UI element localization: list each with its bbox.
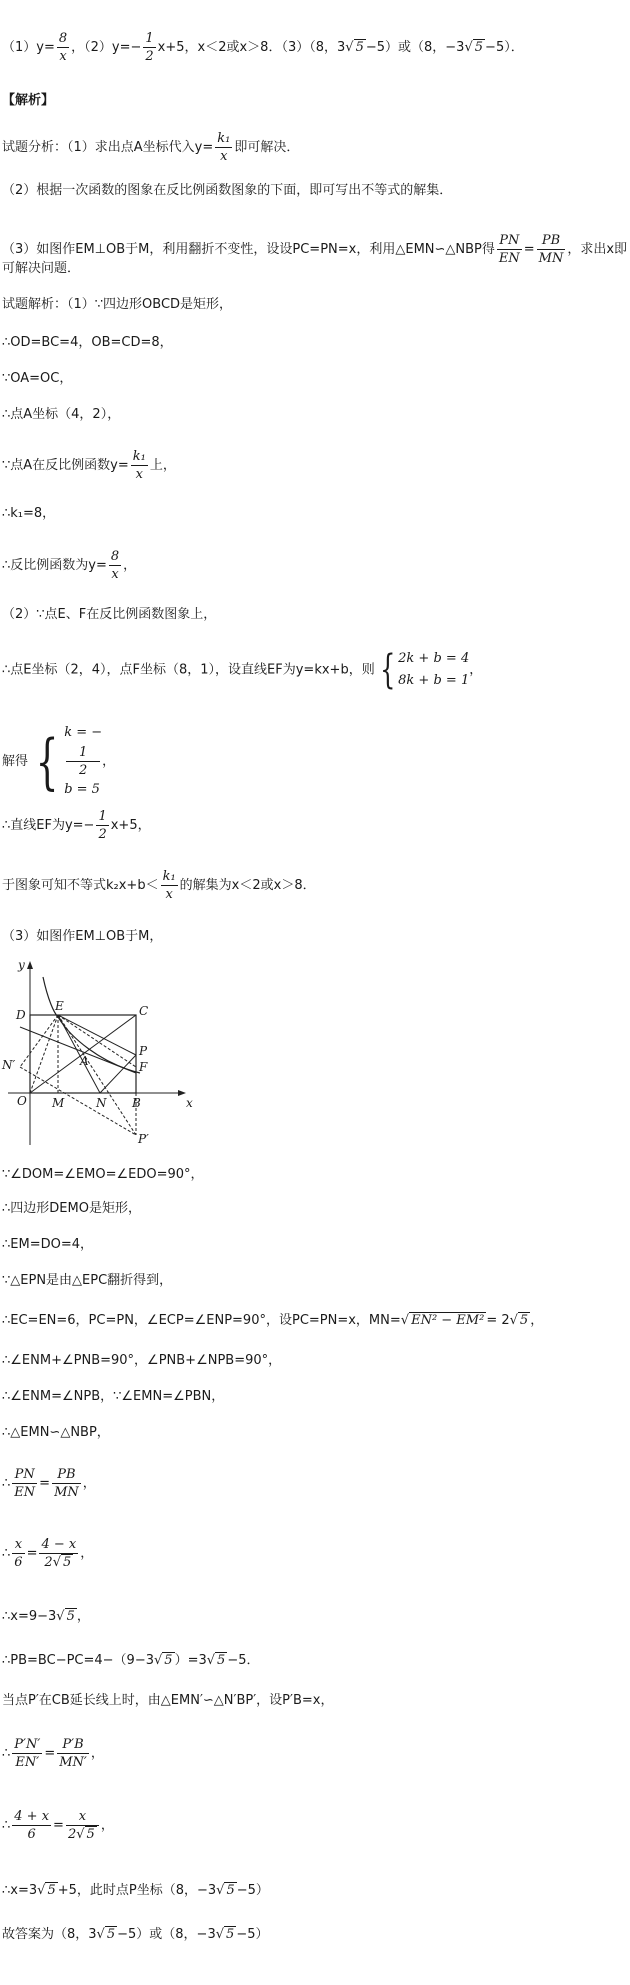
text: 试题分析：（1）求出点A坐标代入y=	[2, 140, 214, 155]
line-e-c-diag	[58, 1015, 136, 1067]
label-p-prime: P′	[138, 1132, 149, 1146]
solution-line: ∵△EPN是由△EPC翻折得到，	[2, 1273, 173, 1288]
solution-line	[2, 1882, 269, 1900]
sqrt: √ 5	[96, 1927, 116, 1942]
fraction	[143, 30, 155, 65]
text: （3）如图作EM⊥OB于M，利用翻折不变性，设设PC=PN=x，利用△EMN∽△NBP得	[2, 242, 495, 257]
solution-line	[2, 1608, 90, 1626]
sqrt: √ 5	[464, 40, 484, 55]
numerator: k₁	[162, 869, 176, 884]
denominator: 2	[98, 827, 107, 842]
radicand: 5	[519, 1313, 529, 1328]
solution-line: ∵OA=OC，	[2, 371, 73, 386]
text: ，	[123, 558, 137, 573]
text: 的解集为x＜2或x＞8．	[179, 878, 316, 893]
fraction	[66, 744, 100, 779]
numerator: PB	[537, 232, 566, 250]
answer-text: （1）y=	[2, 40, 55, 55]
denominator: MN′	[59, 1755, 87, 1770]
solution-line	[2, 648, 482, 692]
text: 故答案为（8，3	[2, 1927, 97, 1942]
solution-line	[2, 1312, 543, 1330]
numerator: x	[66, 1808, 99, 1826]
solution-line	[2, 1466, 96, 1501]
radicand: 5	[355, 40, 364, 55]
fraction	[12, 1808, 51, 1843]
answer-text: −5）．	[485, 40, 524, 55]
denominator: EN	[498, 251, 520, 266]
solution-line	[2, 1808, 114, 1843]
label-a: A	[80, 1054, 89, 1068]
text: ∴	[2, 1476, 11, 1491]
radicand: EN² − EM²	[411, 1313, 485, 1328]
label-o: O	[17, 1094, 27, 1108]
label-p: P	[139, 1044, 148, 1058]
numerator: P′B	[57, 1736, 89, 1754]
denominator: EN′	[15, 1755, 40, 1770]
denominator: EN	[14, 1485, 36, 1500]
numerator: 1	[98, 809, 107, 824]
denominator	[39, 1554, 78, 1571]
numerator: x	[12, 1536, 24, 1554]
analysis-line-3	[2, 232, 627, 267]
text: =	[523, 242, 535, 257]
fraction	[96, 808, 108, 843]
radicand: 5	[66, 1609, 75, 1624]
label-d: D	[16, 1008, 26, 1022]
solution-line	[2, 1736, 104, 1771]
solution-line: ∴k₁=8，	[2, 506, 56, 521]
text: ∵点A在反比例函数y=	[2, 458, 129, 473]
x-axis-arrow	[178, 1090, 186, 1096]
numerator: 1	[66, 744, 100, 762]
label-y: y	[18, 958, 25, 972]
analysis-line-3b: 可解决问题．	[2, 261, 81, 276]
solution-line: ∴四边形DEMO是矩形，	[2, 1201, 141, 1216]
label-m: M	[52, 1096, 65, 1110]
text: ∴PB=BC−PC=4−（9−3	[2, 1653, 154, 1668]
answer-text: −5）或（8，−3	[365, 40, 465, 55]
final-answer-line	[2, 1926, 268, 1944]
radicand: 5	[226, 1883, 235, 1898]
solution-line: ∴EM=DO=4，	[2, 1237, 94, 1252]
answer-text: ，（2）y=−	[71, 40, 142, 55]
label-b: B	[132, 1096, 141, 1110]
solution-line: ∵∠DOM=∠EMO=∠EDO=90°，	[2, 1167, 204, 1182]
equation-system	[398, 648, 469, 692]
solution-line: ∴∠ENM=∠NPB，∵∠EMN=∠PBN，	[2, 1389, 225, 1404]
sqrt: √ 5	[509, 1313, 529, 1328]
line-e-p-prime	[58, 1015, 136, 1135]
answer-line	[2, 30, 524, 65]
label-f: F	[139, 1060, 148, 1074]
text: ，	[100, 1818, 114, 1833]
text: 即可解决．	[234, 140, 300, 155]
text: ∴x=9−3	[2, 1609, 57, 1624]
radicand: 5	[474, 40, 484, 55]
denominator: 2	[79, 763, 88, 778]
text: ）=3	[174, 1653, 207, 1668]
sqrt: √ 5	[154, 1653, 173, 1668]
numerator: 8	[110, 549, 120, 564]
numerator: 4 − x	[41, 1537, 77, 1552]
denominator: 6	[27, 1827, 36, 1842]
text: =	[39, 1476, 51, 1491]
denominator: 2	[145, 49, 154, 64]
sqrt: √ 5	[52, 1555, 72, 1570]
numerator: PN	[497, 232, 522, 250]
numerator: P′N′	[14, 1737, 41, 1752]
text: ，	[76, 1609, 90, 1624]
text: ∴	[2, 1546, 11, 1561]
fraction	[66, 1808, 99, 1843]
fraction	[12, 1466, 37, 1501]
numerator: 4 + x	[14, 1809, 50, 1824]
text: ，	[80, 1546, 94, 1561]
text: +5，此时点P坐标（8，−3	[57, 1883, 217, 1898]
solution-line: ∴△EMN∽△NBP，	[2, 1425, 110, 1440]
brace: {	[379, 647, 396, 693]
coefficient: 2	[67, 1827, 77, 1842]
solution-line	[2, 722, 115, 801]
analysis-line-2: （2）根据一次函数的图象在反比例函数图象的下面，即可写出不等式的解集．	[2, 183, 453, 198]
y-axis-arrow	[27, 961, 33, 969]
line-ep	[58, 1015, 136, 1055]
text: ，	[82, 1476, 96, 1491]
numerator: 1	[145, 31, 154, 46]
label-n-prime: N′	[2, 1058, 16, 1072]
text: −5）或（8，−3	[117, 1927, 216, 1942]
solution-line	[2, 868, 316, 903]
fraction	[57, 1736, 89, 1771]
numerator: k₁	[132, 449, 146, 464]
text: ∴直线EF为y=−	[2, 818, 95, 833]
text: ∴x=3	[2, 1883, 38, 1898]
solution-line: （2）∵点E、F在反比例函数图象上，	[2, 607, 217, 622]
fraction	[131, 448, 148, 483]
sqrt: √ 5	[206, 1653, 226, 1668]
line-n-prime-p-prime	[20, 1067, 136, 1135]
line-ef	[20, 1027, 136, 1073]
numerator: PB	[52, 1466, 81, 1484]
text: = 2	[486, 1313, 510, 1328]
text: 解得	[2, 754, 29, 769]
solution-line: 试题解析：（1）∵四边形OBCD是矩形，	[2, 297, 233, 312]
fraction	[52, 1466, 81, 1501]
geometry-figure	[0, 955, 200, 1155]
section-heading: 【解析】	[2, 93, 55, 108]
radicand: 5	[63, 1555, 72, 1570]
denominator	[66, 1826, 99, 1843]
denominator: 6	[14, 1555, 23, 1570]
denominator: x	[165, 887, 173, 902]
text: −5）	[236, 1927, 269, 1942]
brace: {	[35, 726, 59, 797]
text: ，	[530, 1313, 544, 1328]
line-en	[58, 1015, 100, 1093]
answer-text: x+5，x＜2或x＞8．（3）（8，3	[157, 40, 346, 55]
radicand: 5	[226, 1927, 235, 1942]
equation	[64, 722, 102, 779]
text: =	[44, 1746, 56, 1761]
equation-system	[64, 722, 102, 801]
text: −5．	[227, 1653, 260, 1668]
solution-line	[2, 1652, 260, 1670]
fraction	[12, 1736, 42, 1771]
fraction	[215, 130, 232, 165]
text: ∴	[2, 1746, 11, 1761]
sqrt: √ EN² − EM²	[400, 1313, 485, 1328]
numerator: k₁	[217, 131, 231, 146]
text: =	[26, 1546, 38, 1561]
sqrt: √ 5	[37, 1883, 56, 1898]
line-en-prime	[20, 1015, 58, 1067]
label-e: E	[55, 999, 64, 1013]
solution-line	[2, 548, 136, 583]
fraction	[109, 548, 121, 583]
sqrt: √ 5	[345, 40, 364, 55]
radicand: 5	[106, 1927, 116, 1942]
fraction	[537, 232, 566, 267]
text: −5）	[236, 1883, 269, 1898]
coefficient: 2	[44, 1555, 53, 1570]
text: ∴EC=EN=6，PC=PN，∠ECP=∠ENP=90°，设PC=PN=x，MN=	[2, 1313, 401, 1328]
denominator: MN	[54, 1485, 79, 1500]
fraction	[12, 1536, 24, 1571]
equation: 8k + b = 1	[398, 673, 470, 688]
text: ，求出x即	[567, 242, 628, 257]
text: ，	[102, 754, 116, 769]
denominator: x	[220, 149, 228, 164]
denominator: x	[59, 49, 67, 64]
fraction	[39, 1536, 78, 1571]
text: 上，	[149, 458, 176, 473]
equation: b = 5	[64, 782, 100, 797]
solution-line: 当点P′在CB延长线上时，由△EMN′∽△N′BP′，设P′B=x，	[2, 1693, 334, 1708]
text: ∴反比例函数为y=	[2, 558, 107, 573]
sqrt: √ 5	[56, 1609, 75, 1624]
solution-line: ∴OD=BC=4，OB=CD=8，	[2, 335, 173, 350]
text: ，	[469, 662, 483, 678]
denominator: MN	[538, 251, 564, 266]
equation-text: k = −	[64, 725, 103, 740]
label-c: C	[139, 1004, 149, 1018]
text: x+5，	[110, 818, 151, 833]
text: ∴	[2, 1818, 11, 1833]
label-n: N	[96, 1096, 107, 1110]
fraction	[161, 868, 178, 903]
analysis-line-1	[2, 130, 299, 165]
solution-line	[2, 808, 151, 843]
text: ，	[90, 1746, 104, 1761]
solution-line: ∴∠ENM+∠PNB=90°，∠PNB+∠NPB=90°，	[2, 1353, 282, 1368]
numerator: PN	[12, 1466, 37, 1484]
solution-line: ∴点A坐标（4，2），	[2, 407, 121, 422]
solution-line	[2, 1536, 93, 1571]
label-x: x	[186, 1096, 193, 1110]
text: ∴点E坐标（2，4），点F坐标（8，1），设直线EF为y=kx+b，则	[2, 662, 375, 678]
sqrt: √ 5	[216, 1883, 235, 1898]
solution-line	[2, 448, 176, 483]
numerator: 8	[58, 31, 68, 46]
fraction	[497, 232, 522, 267]
denominator: x	[135, 467, 143, 482]
text: =	[53, 1818, 64, 1833]
equation: 2k + b = 4	[398, 651, 470, 666]
solution-line: （3）如图作EM⊥OB于M，	[2, 929, 163, 944]
radicand: 5	[164, 1653, 173, 1668]
radicand: 5	[86, 1827, 95, 1842]
sqrt: √ 5	[215, 1927, 235, 1942]
radicand: 5	[217, 1653, 226, 1668]
text: 于图象可知不等式k₂x+b＜	[2, 878, 159, 893]
radicand: 5	[47, 1883, 56, 1898]
sqrt: √ 5	[76, 1827, 95, 1842]
denominator: x	[111, 567, 119, 582]
fraction	[57, 30, 69, 65]
